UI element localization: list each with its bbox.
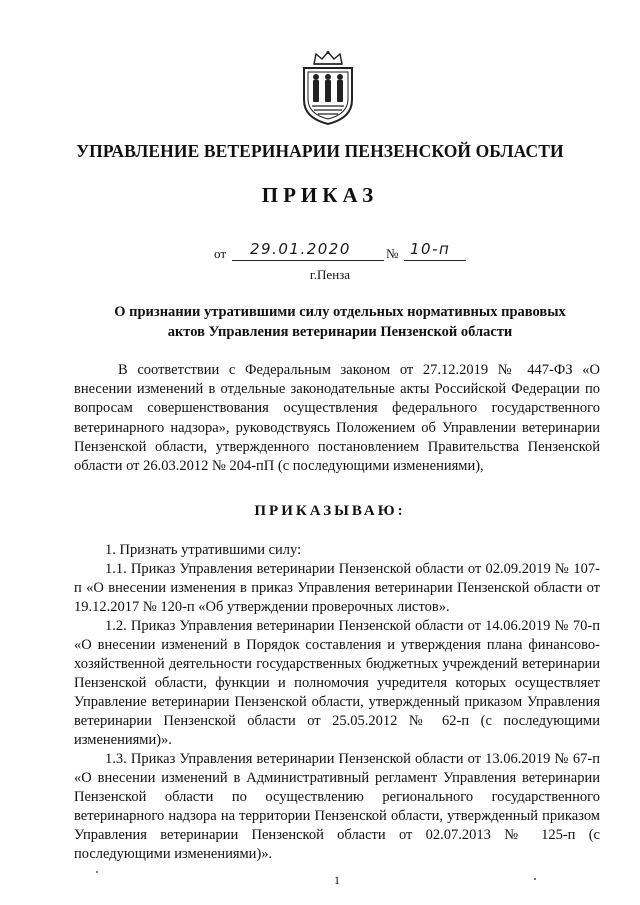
date-prefix: от bbox=[214, 246, 227, 261]
number-prefix: № bbox=[386, 246, 399, 261]
scan-speck bbox=[96, 871, 98, 873]
number-underline bbox=[404, 260, 466, 261]
order-item-1-3: 1.3. Приказ Управления ветеринарии Пензенской области от 13.06.2019 № 67-п «О внесении изменений в Административный регламент Управления ветеринарии Пензенской области по осуществлению регионального государственного ветеринарного надзора на территории Пензенской области, утвержденный приказом Управления ветеринарии Пензенской области от 02.07.2013 № 125-п (с последующими изменениями)». bbox=[74, 751, 600, 862]
order-item-1: 1. Признать утратившими силу: bbox=[105, 542, 302, 558]
order-items bbox=[74, 541, 600, 864]
scan-speck bbox=[534, 878, 536, 880]
preamble-paragraph: В соответствии с Федеральным законом от 27.12.2019 № 447-ФЗ «О внесении изменений в отдельные законодательные акты Российской Федерации по вопросам совершенствования осуществления федерального государственного ветеринарного надзора», руководствуясь Положением об Управлении ветеринарии Пензенской области, утвержденного постановлением Правительства Пензенской области от 26.03.2012 № 204-пП (с последующими изменениями), bbox=[74, 362, 600, 475]
preamble-block bbox=[74, 361, 600, 476]
document-type-title: ПРИКАЗ bbox=[261, 183, 379, 207]
penza-coat-of-arms-icon bbox=[296, 50, 360, 126]
organization-name: УПРАВЛЕНИЕ ВЕТЕРИНАРИИ ПЕНЗЕНСКОЙ ОБЛАСТИ bbox=[76, 141, 564, 161]
handwritten-date: 29.01.2020 bbox=[250, 240, 351, 258]
order-heading: ПРИКАЗЫВАЮ: bbox=[254, 503, 406, 519]
date-underline bbox=[232, 260, 384, 261]
handwritten-number: 10-п bbox=[410, 240, 451, 258]
city-name: г.Пенза bbox=[309, 267, 351, 282]
order-item-1-2: 1.2. Приказ Управления ветеринарии Пензенской области от 14.06.2019 № 70-п «О внесении изменений в Порядок составления и утверждения плана финансово-хозяйственной деятельности государственных бюджетных учреждений ветеринарии Пензенской области, функции и полномочия учредителя которых осуществляет Управление ветеринарии Пензенской области, утвержденный приказом Управления ветеринарии Пензенской области от 25.05.2012 № 62-п (с последующими изменениями)». bbox=[74, 618, 600, 748]
date-number-line bbox=[214, 242, 514, 264]
document-subject: О признании утратившими силу отдельных нормативных правовых актов Управления ветеринарии Пензенской области bbox=[114, 304, 566, 340]
order-item-1-1: 1.1. Приказ Управления ветеринарии Пензенской области от 02.09.2019 № 107-п «О внесении изменения в приказ Управления ветеринарии Пензенской области от 19.12.2017 № 120-п «Об утверждении проверочных листов». bbox=[74, 561, 600, 615]
page-number: 1 bbox=[334, 873, 340, 887]
